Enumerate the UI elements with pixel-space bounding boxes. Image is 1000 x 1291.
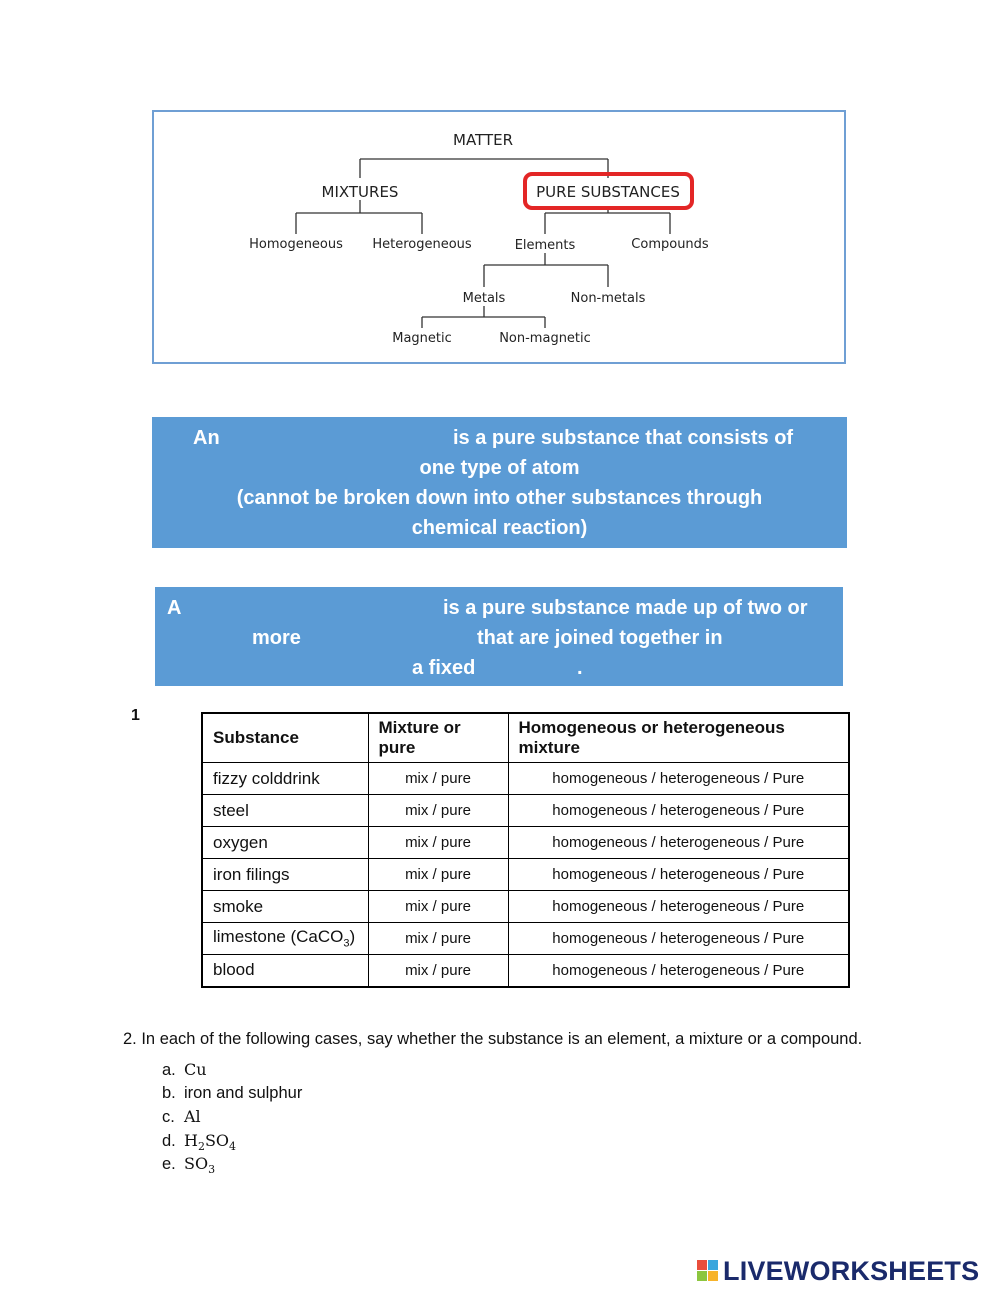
mix-or-pure-choice: mix / pure [368, 955, 508, 987]
choice-pure[interactable]: Pure [772, 834, 805, 851]
compound-ratio-blank[interactable] [481, 655, 573, 681]
choice-heterogeneous[interactable]: heterogeneous [659, 866, 760, 883]
substance-cell: oxygen [202, 827, 368, 859]
diagram-nonmetals-label: Non-metals [570, 291, 646, 306]
compound-def-fixed: a fixed [412, 657, 476, 679]
diagram-homogeneous-label: Homogeneous [249, 237, 343, 252]
diagram-compounds-label: Compounds [631, 237, 709, 252]
choice-pure[interactable]: Pure [772, 898, 805, 915]
header-homogeneous: Homogeneous or heterogeneous mixture [508, 713, 849, 763]
choice-heterogeneous[interactable]: heterogeneous [659, 898, 760, 915]
table-row [202, 859, 849, 891]
mix-or-pure-choice: mix / pure [368, 859, 508, 891]
choice-pure[interactable]: pure [440, 866, 471, 883]
substance-cell: steel [202, 795, 368, 827]
homogeneity-choice: homogeneous / heterogeneous / Pure [508, 795, 849, 827]
item-letter: b. [162, 1083, 176, 1102]
compound-parts-blank[interactable] [311, 625, 471, 651]
header-substance: Substance [202, 713, 368, 763]
item-text: Al [184, 1107, 201, 1126]
element-def-line3: (cannot be broken down into other substances through [236, 487, 763, 509]
table-row [202, 923, 849, 955]
item-text: Cu [184, 1060, 207, 1079]
choice-pure[interactable]: pure [440, 930, 471, 947]
homogeneity-choice: homogeneous / heterogeneous / Pure [508, 763, 849, 795]
logo-text: LIVEWORKSHEETS [723, 1256, 980, 1286]
diagram-magnetic-label: Magnetic [392, 331, 452, 346]
header-mixture-or-pure: Mixture or pure [368, 713, 508, 763]
question-2-list [162, 1058, 302, 1176]
homogeneity-choice: homogeneous / heterogeneous / Pure [508, 891, 849, 923]
element-def-line1: is a pure substance that consists of [453, 427, 794, 449]
substance-cell: fizzy colddrink [202, 763, 368, 795]
substance-table [201, 712, 850, 988]
choice-mix[interactable]: mix [405, 961, 429, 979]
compound-def-article: A [167, 597, 182, 619]
table-row [202, 795, 849, 827]
mix-or-pure-choice: mix / pure [368, 763, 508, 795]
liveworksheets-logo [697, 1256, 995, 1286]
diagram-mixtures-label: MIXTURES [321, 183, 399, 201]
item-letter: d. [162, 1131, 176, 1150]
list-item [162, 1082, 302, 1106]
homogeneity-choice: homogeneous / heterogeneous / Pure [508, 923, 849, 955]
choice-homogeneous[interactable]: homogeneous [552, 961, 648, 979]
homogeneity-choice: homogeneous / heterogeneous / Pure [508, 955, 849, 987]
choice-pure[interactable]: pure [440, 770, 471, 787]
item-formula: $SO_3$ [184, 1154, 216, 1177]
choice-pure[interactable]: pure [440, 898, 471, 915]
element-answer-blank[interactable] [228, 425, 442, 451]
choice-heterogeneous[interactable]: heterogeneous [659, 802, 760, 819]
diagram-metals-label: Metals [462, 291, 506, 306]
choice-mix[interactable]: mix [405, 930, 429, 947]
mix-or-pure-choice: mix / pure [368, 891, 508, 923]
compound-def-period: . [577, 657, 583, 679]
item-text: iron and sulphur [184, 1083, 303, 1102]
choice-homogeneous[interactable]: homogeneous [552, 802, 648, 819]
logo-icon [697, 1260, 719, 1282]
choice-homogeneous[interactable]: homogeneous [552, 866, 648, 883]
table-header-row [202, 713, 849, 763]
choice-heterogeneous[interactable]: heterogeneous [659, 770, 760, 787]
compound-def-line1: is a pure substance made up of two or [443, 597, 808, 619]
diagram-root-label: MATTER [453, 131, 513, 149]
choice-pure[interactable]: pure [440, 802, 471, 819]
homogeneity-choice: homogeneous / heterogeneous / Pure [508, 859, 849, 891]
item-letter: a. [162, 1061, 176, 1079]
choice-mix[interactable]: mix [405, 834, 429, 851]
homogeneity-choice: homogeneous / heterogeneous / Pure [508, 827, 849, 859]
choice-pure[interactable]: Pure [772, 930, 805, 947]
question-1-number: 1 [131, 707, 140, 724]
compound-def-line2: that are joined together in [477, 627, 723, 649]
compound-definition-box [155, 587, 843, 686]
compound-def-more: more [252, 627, 301, 649]
choice-homogeneous[interactable]: homogeneous [552, 898, 648, 915]
choice-mix[interactable]: mix [405, 898, 429, 915]
choice-pure[interactable]: pure [440, 961, 471, 979]
mix-or-pure-choice: mix / pure [368, 795, 508, 827]
list-item [162, 1152, 302, 1176]
table-row [202, 763, 849, 795]
list-item [162, 1105, 302, 1129]
table-row [202, 891, 849, 923]
list-item [162, 1058, 302, 1082]
element-def-line2: one type of atom [419, 457, 580, 479]
diagram-pure-label: PURE SUBSTANCES [536, 183, 680, 201]
choice-homogeneous[interactable]: homogeneous [552, 770, 648, 787]
choice-pure[interactable]: pure [440, 834, 471, 851]
mix-or-pure-choice: mix / pure [368, 923, 508, 955]
diagram-nonmagnetic-label: Non-magnetic [499, 331, 591, 346]
matter-diagram-svg [154, 112, 848, 366]
diagram-heterogeneous-label: Heterogeneous [372, 237, 472, 252]
item-letter: e. [162, 1155, 176, 1173]
element-def-article: An [193, 427, 220, 449]
table-row [202, 955, 849, 987]
matter-diagram [152, 110, 846, 364]
substance-cell: iron filings [202, 859, 368, 891]
choice-heterogeneous[interactable]: heterogeneous [659, 961, 760, 979]
choice-mix[interactable]: mix [405, 866, 429, 883]
substance-cell: blood [202, 955, 368, 987]
substance-cell: smoke [202, 891, 368, 923]
choice-mix[interactable]: mix [405, 802, 429, 819]
choice-pure[interactable]: Pure [772, 866, 805, 883]
choice-homogeneous[interactable]: homogeneous [552, 834, 648, 851]
choice-heterogeneous[interactable]: heterogeneous [659, 930, 760, 947]
choice-heterogeneous[interactable]: heterogeneous [659, 834, 760, 851]
table-row [202, 827, 849, 859]
compound-answer-blank[interactable] [191, 595, 431, 621]
question-2-prompt: 2. In each of the following cases, say whether the substance is an element, a mixture or a compound. [123, 1030, 863, 1048]
choice-mix[interactable]: mix [405, 770, 429, 787]
diagram-elements-label: Elements [514, 238, 576, 253]
item-letter: c. [162, 1108, 175, 1126]
list-item [162, 1129, 302, 1153]
choice-pure[interactable]: Pure [772, 770, 805, 787]
mix-or-pure-choice: mix / pure [368, 827, 508, 859]
choice-pure[interactable]: Pure [772, 961, 805, 979]
choice-pure[interactable]: Pure [772, 802, 805, 819]
element-def-line4: chemical reaction) [411, 517, 588, 539]
element-definition-box [152, 417, 847, 548]
choice-homogeneous[interactable]: homogeneous [552, 930, 648, 947]
substance-cell: limestone (CaCO$_3$) [202, 923, 368, 955]
item-formula: $H_2SO_4$ [184, 1130, 237, 1153]
